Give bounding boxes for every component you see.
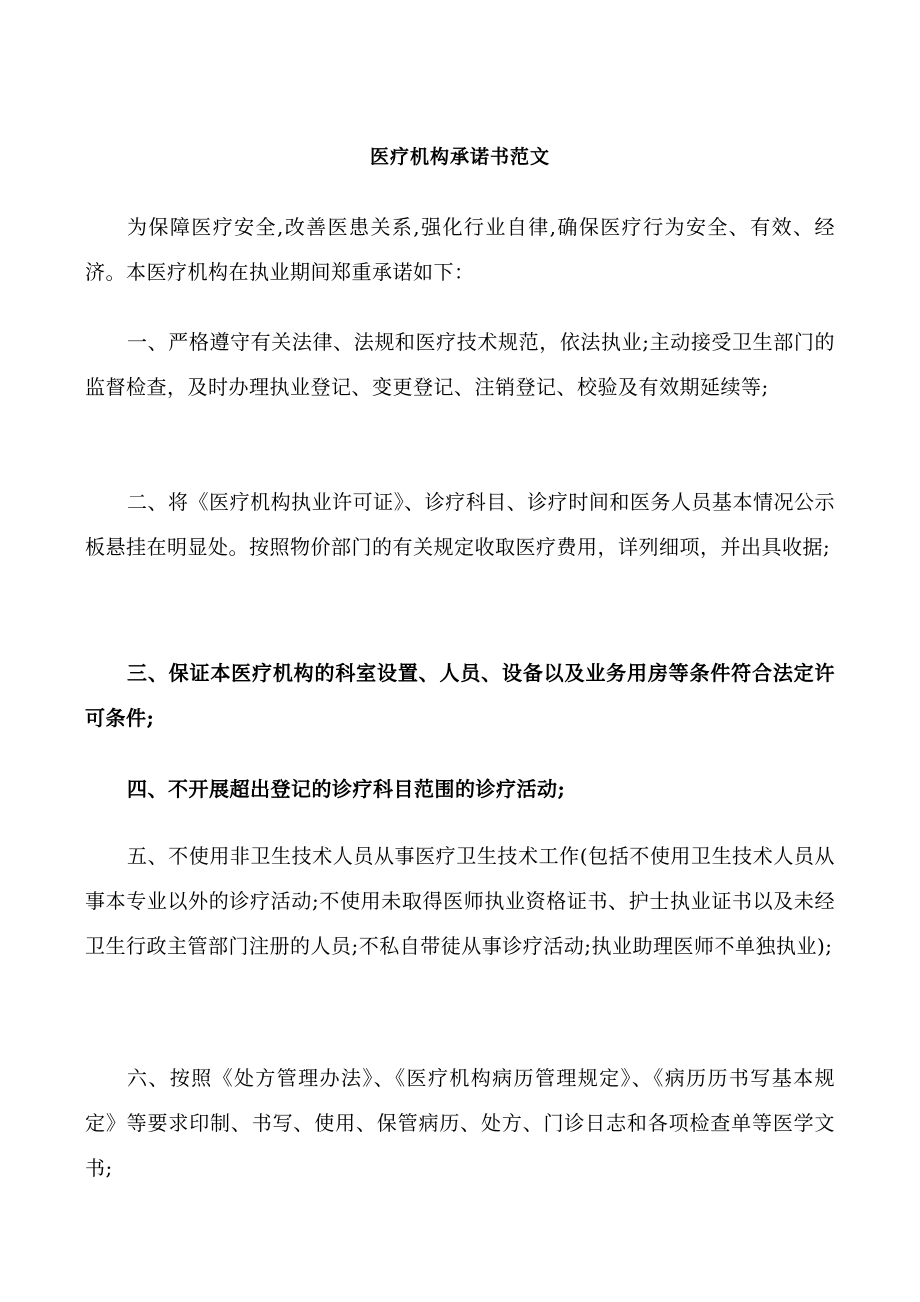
paragraph-clause-1: 一、严格遵守有关法律、法规和医疗技术规范，依法执业;主动接受卫生部门的监督检查，及时办理执业登记、变更登记、注销登记、校验及有效期延续等; <box>85 330 835 399</box>
paragraph-clause-5: 五、不使用非卫生技术人员从事医疗卫生技术工作(包括不使用卫生技术人员从事本专业以外的诊疗活动;不使用未取得医师执业资格证书、护士执业证书以及未经卫生行政主管部门注册的人员;不私自带徒从事诊疗活动;执业助理医师不单独执业); <box>85 844 835 958</box>
paragraph-clause-4: 四、不开展超出登记的诊疗科目范围的诊疗活动; <box>127 777 566 801</box>
paragraph-clause-2: 二、将《医疗机构执业许可证》、诊疗科目、诊疗时间和医务人员基本情况公示板悬挂在明显处。按照物价部门的有关规定收取医疗费用，详列细项，并出具收据; <box>85 490 835 559</box>
paragraph-clause-6: 六、按照《处方管理办法》、《医疗机构病历管理规定》、《病历历书写基本规定》等要求印制、书写、使用、保管病历、处方、门诊日志和各项检查单等医学文书; <box>85 1066 835 1180</box>
document-page <box>85 0 835 1302</box>
paragraph-intro: 为保障医疗安全,改善医患关系,强化行业自律,确保医疗行为安全、有效、经济。本医疗机构在执业期间郑重承诺如下： <box>85 215 835 284</box>
paragraph-clause-3: 三、保证本医疗机构的科室设置、人员、设备以及业务用房等条件符合法定许可条件; <box>85 661 835 730</box>
document-title: 医疗机构承诺书范文 <box>369 146 550 168</box>
